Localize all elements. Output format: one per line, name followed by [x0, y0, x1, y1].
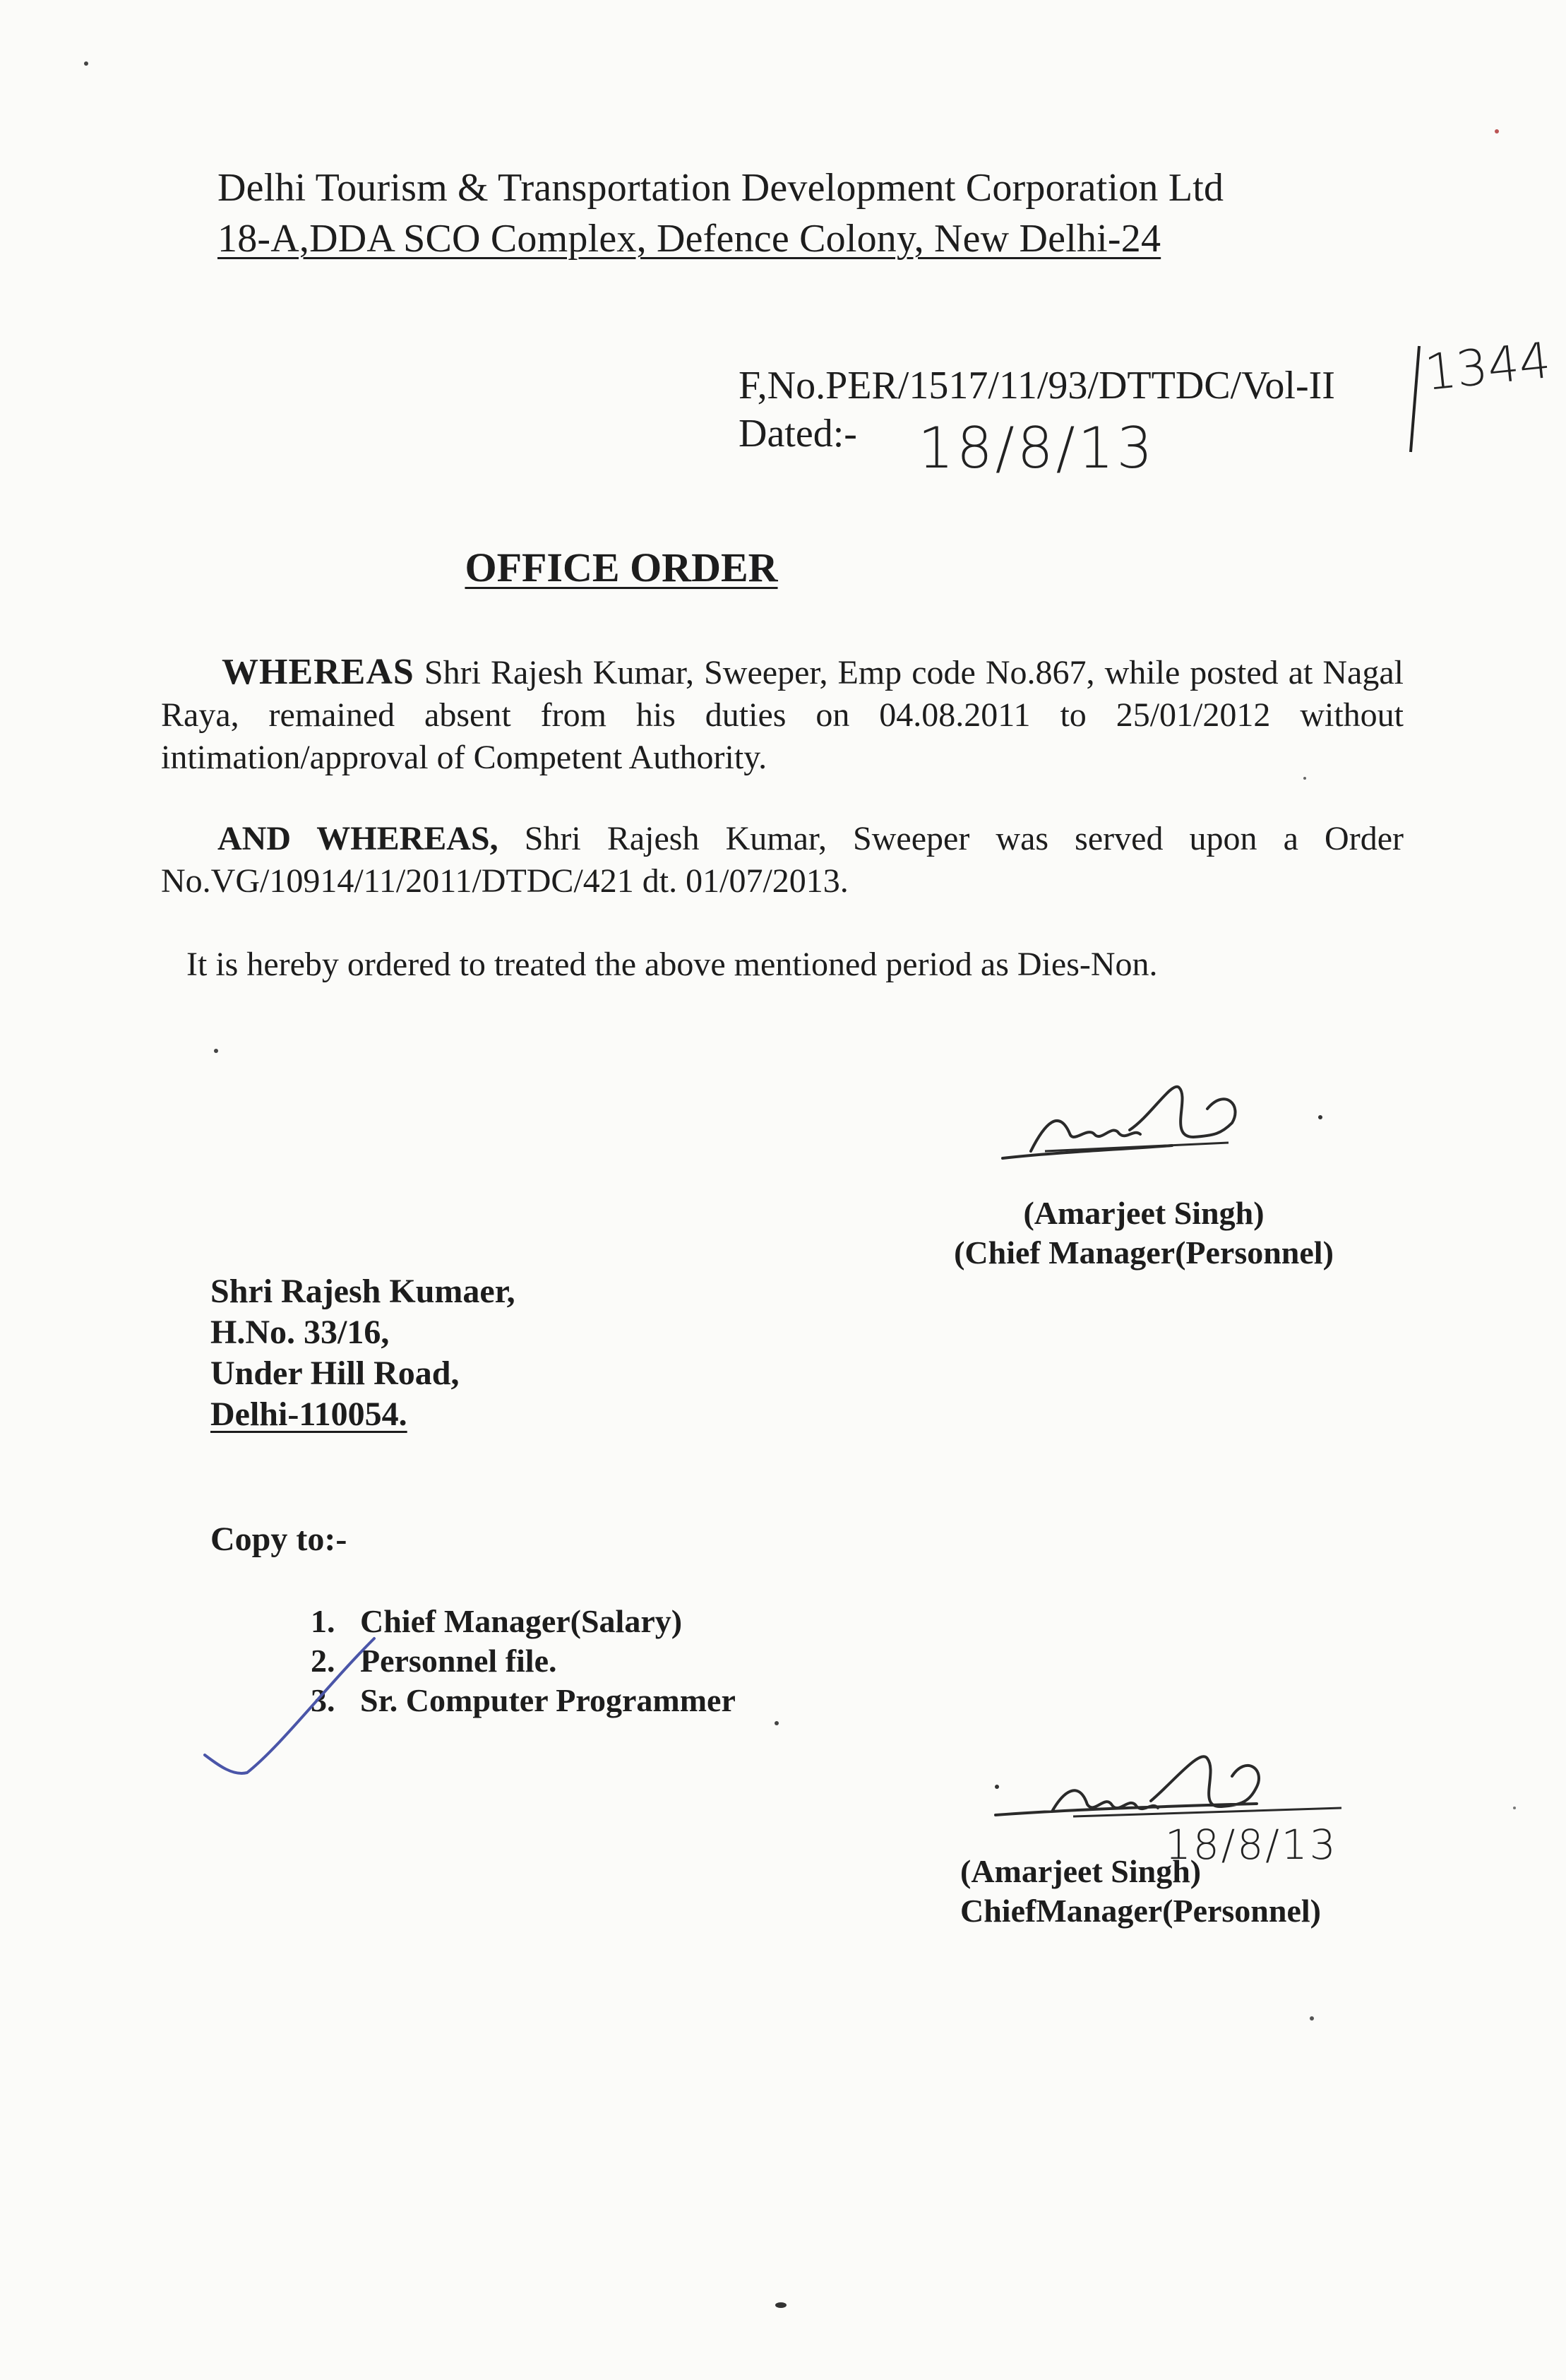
list-number: 2. [311, 1643, 335, 1679]
signatory-1-designation: (Chief Manager(Personnel) [954, 1234, 1334, 1271]
handwritten-date: 18/8/13 [918, 415, 1156, 481]
addressee-house: H.No. 33/16, [210, 1314, 390, 1351]
paragraph-2-lead: AND WHEREAS, [217, 820, 498, 857]
list-number: 1. [311, 1603, 335, 1639]
list-text: Chief Manager(Salary) [360, 1603, 683, 1639]
file-number: F,No.PER/1517/11/93/DTTDC/Vol-II [739, 364, 1335, 407]
handwritten-file-number: 1344 [1422, 331, 1553, 403]
paragraph-3-text: It is hereby ordered to treated the above mentioned period as Dies-Non. [186, 946, 1158, 983]
list-text: Personnel file. [360, 1643, 557, 1679]
addressee-road: Under Hill Road, [210, 1355, 460, 1392]
addressee-city: Delhi-110054. [210, 1396, 407, 1433]
addressee-name: Shri Rajesh Kumaer, [210, 1273, 515, 1310]
office-order-title: OFFICE ORDER [465, 545, 778, 590]
dated-label: Dated:- [739, 412, 857, 456]
copy-to-label: Copy to:- [210, 1521, 347, 1558]
list-number: 3. [311, 1682, 335, 1718]
signatory-2-name: (Amarjeet Singh) [960, 1853, 1202, 1889]
paragraph-1-text: Shri Rajesh Kumar, Sweeper, Emp code No.867, while posted at Nagal Raya, remained absent from his duties on 04.08.2011 to 25/01/2012 without intimation/approval of Competent Authority. [161, 654, 1404, 776]
organization-address: 18-A,DDA SCO Complex, Defence Colony, New Delhi-24 [217, 217, 1161, 261]
signature-2-handwritten-date: 18/8/13 [1165, 1821, 1338, 1869]
paragraph-1-lead: WHEREAS [222, 652, 414, 692]
paragraph-2-text: Shri Rajesh Kumar, Sweeper was served upon a Order No.VG/10914/11/2011/DTDC/421 dt. 01/07/2013. [161, 820, 1404, 900]
signatory-1-name: (Amarjeet Singh) [1023, 1195, 1265, 1231]
signatory-2-designation: ChiefManager(Personnel) [960, 1893, 1321, 1929]
list-text: Sr. Computer Programmer [360, 1682, 736, 1718]
organization-name: Delhi Tourism & Transportation Development Corporation Ltd [217, 166, 1224, 210]
